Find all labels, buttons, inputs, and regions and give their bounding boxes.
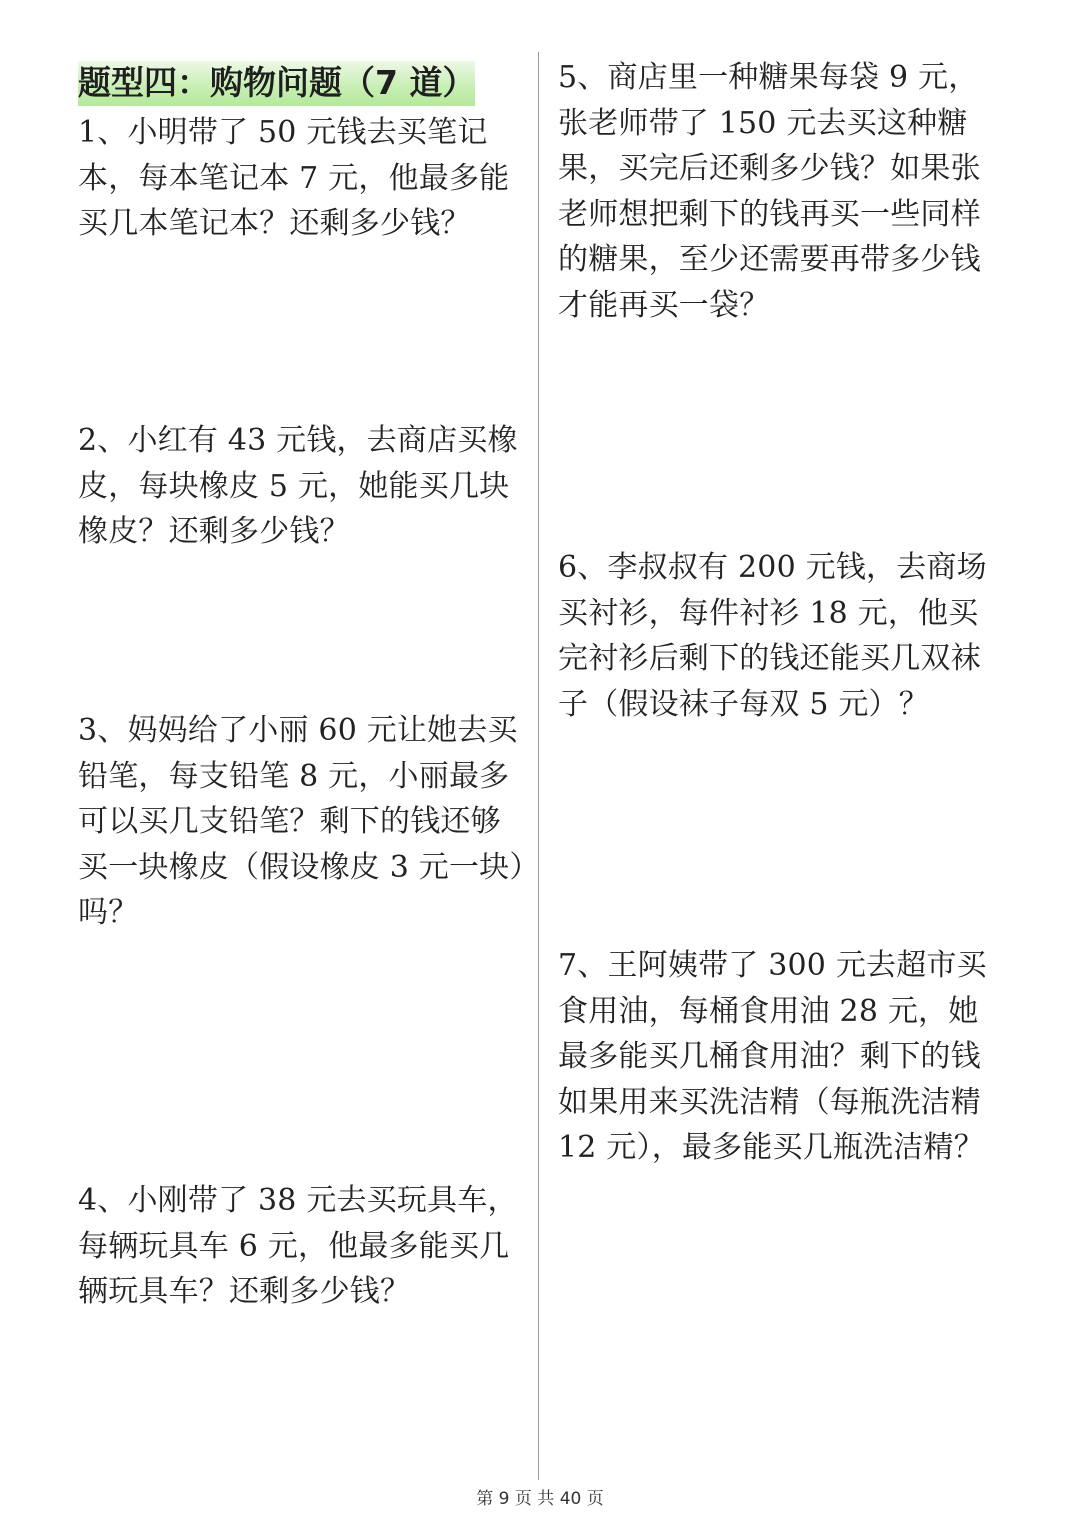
question-1: 1、小明带了 50 元钱去买笔记本，每本笔记本 7 元，他最多能买几本笔记本？还剩多少钱？ — [78, 115, 510, 241]
question-4: 4、小刚带了 38 元去买玩具车，每辆玩具车 6 元，他最多能买几辆玩具车？还剩多少钱？ — [78, 1183, 518, 1309]
question-3: 3、妈妈给了小丽 60 元让她去买铅笔，每支铅笔 8 元，小丽最多可以买几支铅笔？剩下的钱还够买一块橡皮（假设橡皮 3 元一块）吗？ — [78, 713, 525, 930]
section-title-text: 题型四：购物问题（7 道） — [78, 61, 475, 106]
question-5: 5、商店里一种糖果每袋 9 元，张老师带了 150 元去买这种糖果，买完后还剩多少钱？如果张老师想把剩下的钱再买一些同样的糖果，至少还需要再带多少钱才能再买一袋？ — [558, 60, 981, 323]
page-number-footer: 第 9 页 共 40 页 — [476, 1489, 604, 1509]
question-7: 7、王阿姨带了 300 元去超市买食用油，每桶食用油 28 元，她最多能买几桶食用油？剩下的钱如果用来买洗洁精（每瓶洗洁精 12 元），最多能买几瓶洗洁精？ — [558, 948, 987, 1165]
section-title — [78, 60, 475, 106]
question-6: 6、李叔叔有 200 元钱，去商场买衬衫，每件衬衫 18 元，他买完衬衫后剩下的钱还能买几双袜子（假设袜子每双 5 元）？ — [558, 550, 987, 722]
column-divider — [538, 52, 539, 1480]
question-2: 2、小红有 43 元钱，去商店买橡皮，每块橡皮 5 元，她能买几块橡皮？还剩多少钱？ — [78, 423, 518, 549]
